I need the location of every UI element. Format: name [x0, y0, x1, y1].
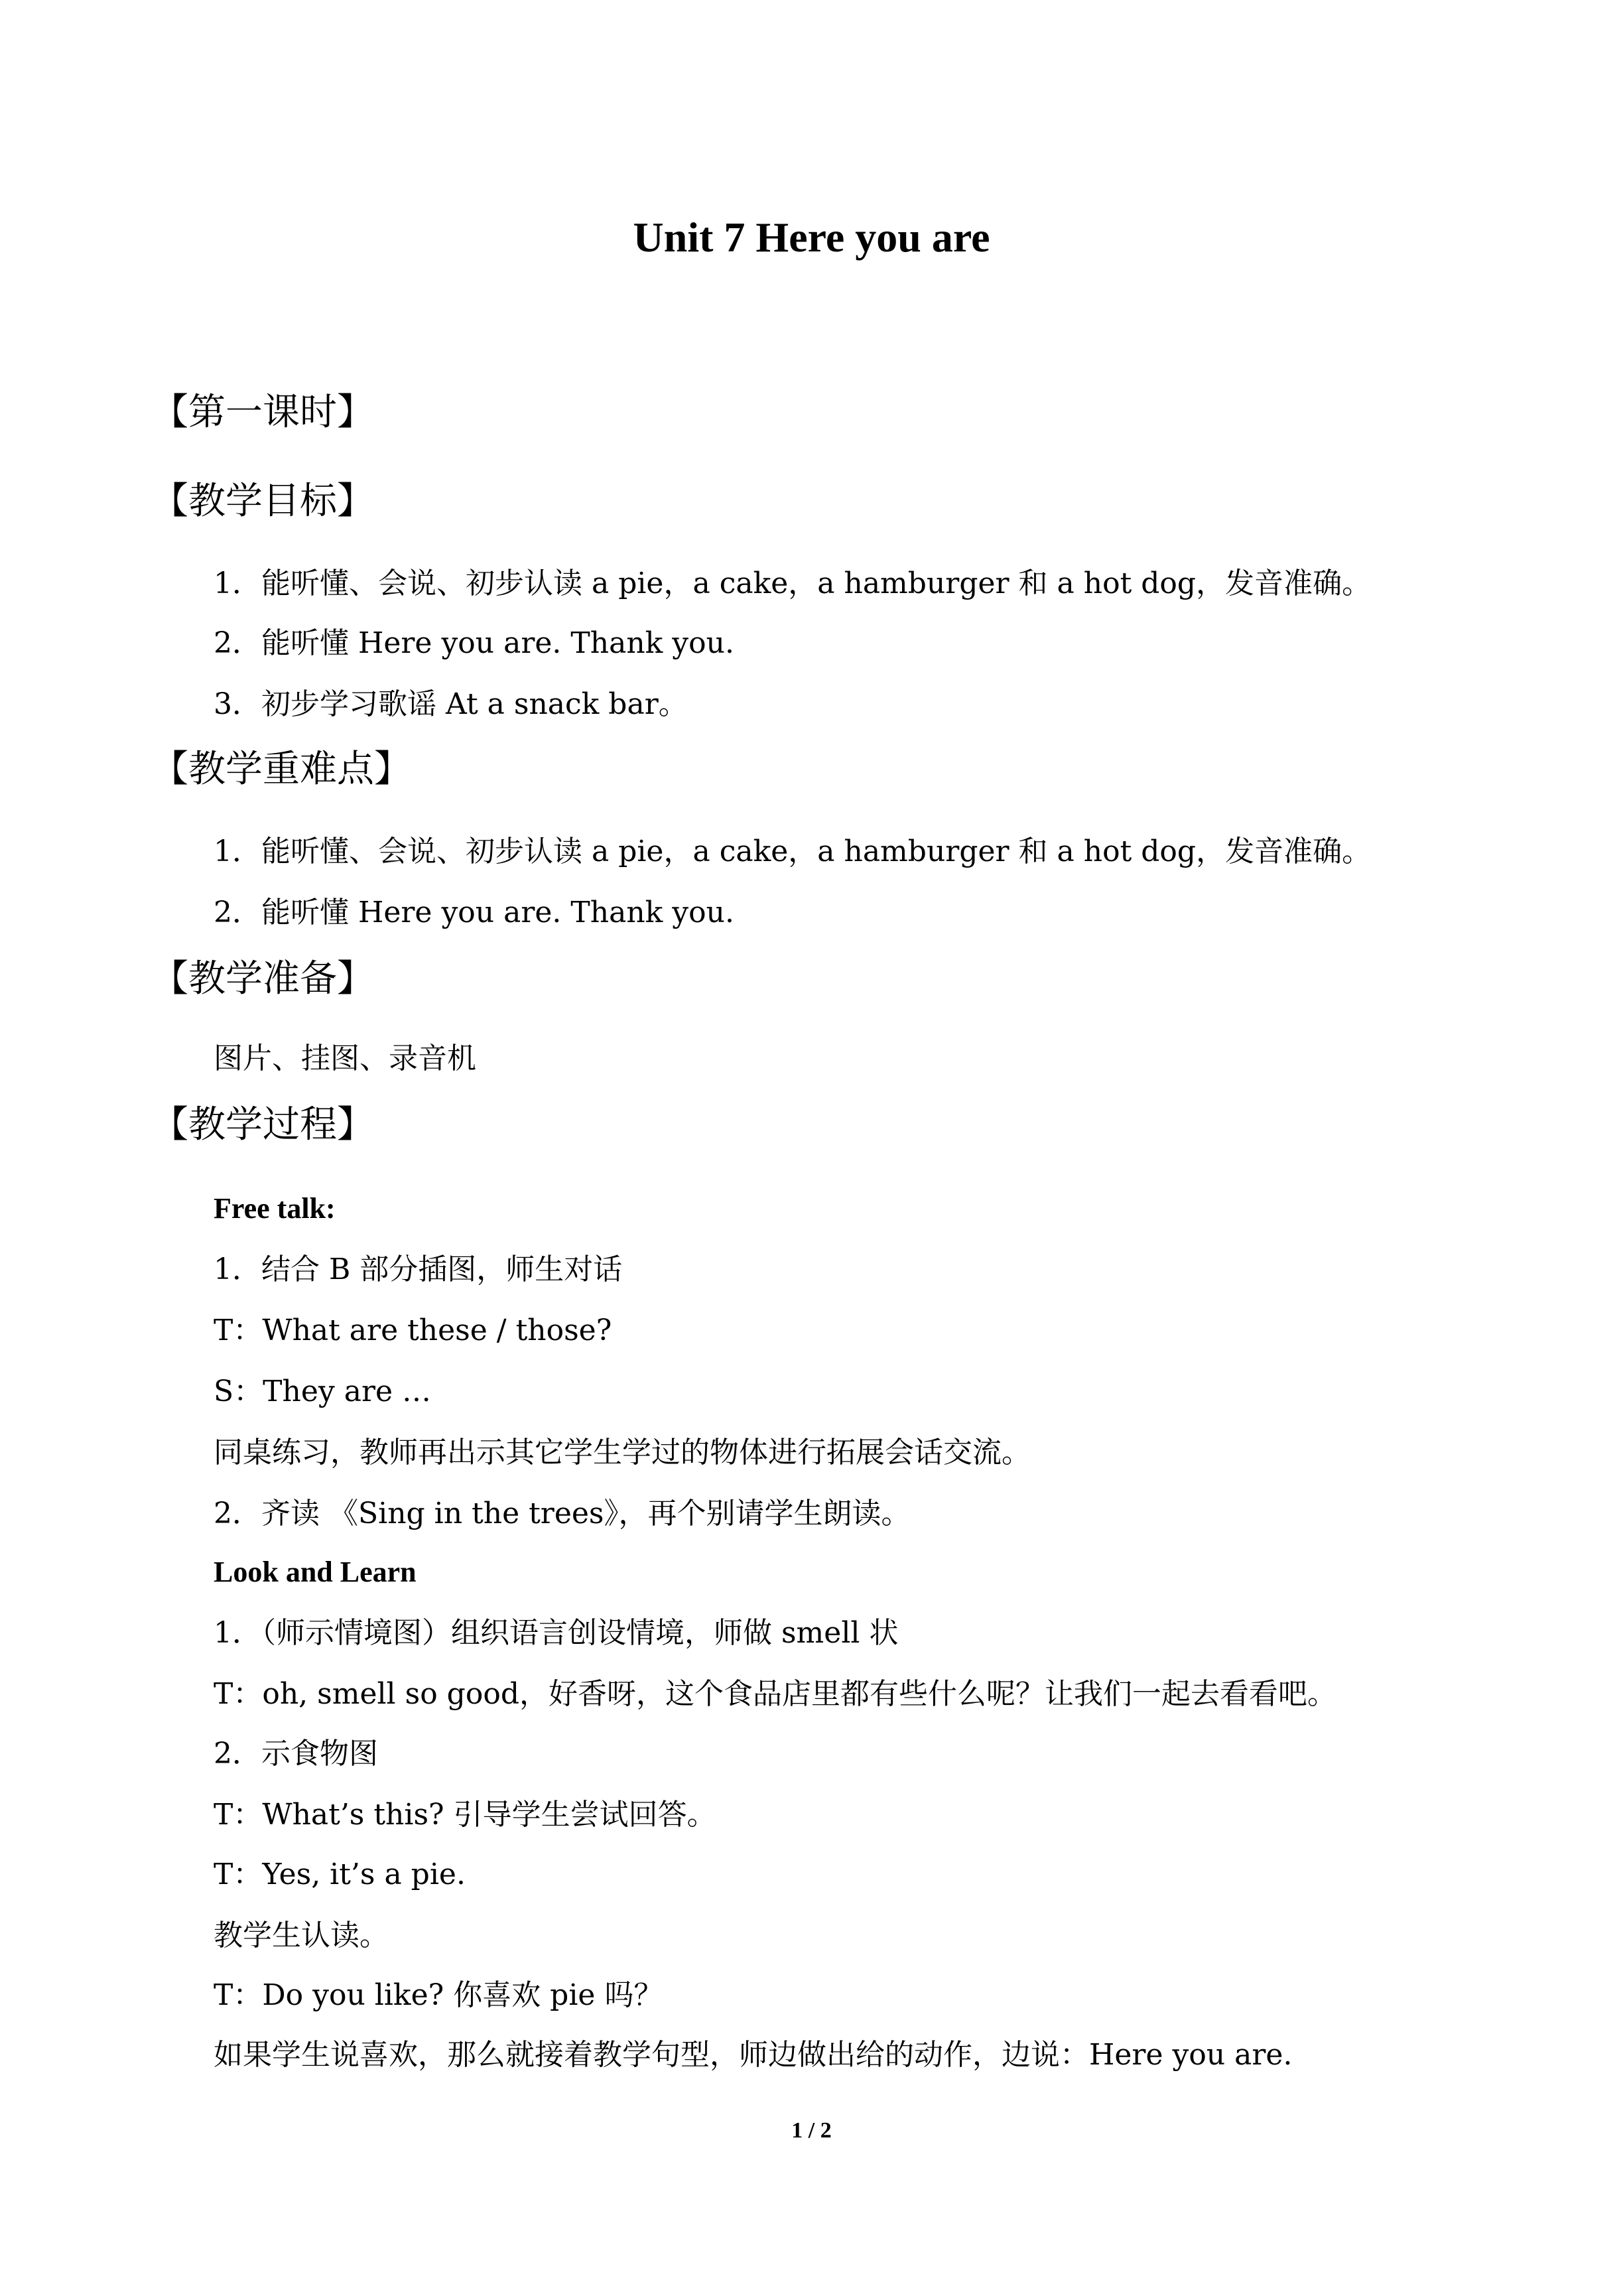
process-line: 2．示食物图: [214, 1737, 378, 1771]
preparation-text: 图片、挂图、录音机: [214, 1042, 476, 1075]
process-line: T：Do you like? 你喜欢 pie 吗？: [214, 1978, 663, 2012]
process-line: S：They are …: [214, 1375, 432, 1408]
objective-item: 2．能听懂 Here you are. Thank you.: [214, 626, 734, 660]
lesson-heading: 【第一课时】: [151, 391, 374, 434]
process-line: T：oh, smell so good，好香呀，这个食品店里都有些什么呢？让我们一起去看看吧。: [214, 1677, 1336, 1711]
free-talk-label: Free talk:: [214, 1192, 336, 1225]
process-line: T：What are these / those?: [214, 1314, 612, 1347]
keypoints-heading: 【教学重难点】: [151, 748, 411, 791]
process-line: 2．齐读 《Sing in the trees》，再个别请学生朗读。: [214, 1497, 911, 1530]
objective-item: 1．能听懂、会说、初步认读 a pie，a cake，a hamburger 和 a hot dog，发音准确。: [214, 567, 1372, 600]
keypoint-item: 1．能听懂、会说、初步认读 a pie，a cake，a hamburger 和 a hot dog，发音准确。: [214, 835, 1372, 868]
process-line: 如果学生说喜欢，那么就接着教学句型，师边做出给的动作，边说：Here you are.: [214, 2038, 1293, 2072]
document-title: Unit 7 Here you are: [633, 214, 990, 261]
process-heading: 【教学过程】: [151, 1103, 374, 1146]
objectives-heading: 【教学目标】: [151, 480, 374, 523]
look-and-learn-label: Look and Learn: [214, 1556, 417, 1588]
process-line: 教学生认读。: [214, 1919, 389, 1952]
preparation-heading: 【教学准备】: [151, 957, 374, 1000]
process-line: 同桌练习，教师再出示其它学生学过的物体进行拓展会话交流。: [214, 1436, 1031, 1469]
process-line: 1．结合 B 部分插图，师生对话: [214, 1252, 623, 1286]
process-line: T：Yes, it’s a pie.: [214, 1857, 466, 1891]
process-line: T：What’s this? 引导学生尝试回答。: [214, 1798, 716, 1832]
objective-item: 3．初步学习歌谣 At a snack bar。: [214, 687, 688, 721]
keypoint-item: 2．能听懂 Here you are. Thank you.: [214, 896, 734, 929]
process-line: 1．（师示情境图）组织语言创设情境，师做 smell 状: [214, 1616, 899, 1650]
page-number: 1 / 2: [791, 2118, 832, 2143]
